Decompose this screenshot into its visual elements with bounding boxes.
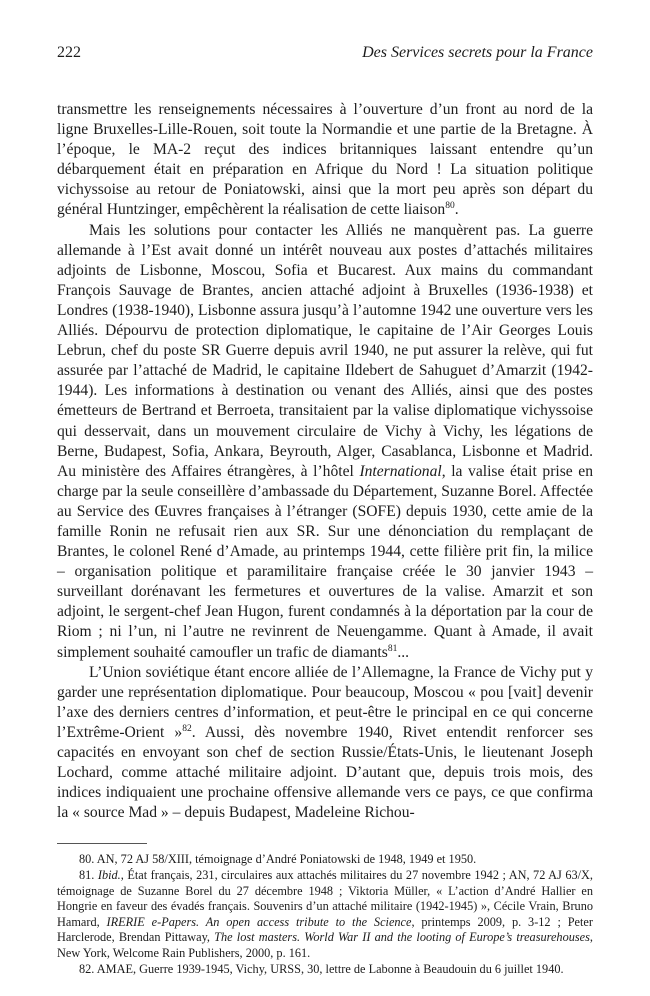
body-paragraph [57, 221, 593, 663]
text-run: 80. AN, 72 AJ 58/XIII, témoignage d’André Poniatowski de 1948, 1949 et 1950. [79, 852, 477, 867]
body-text [57, 100, 593, 823]
footnote-separator [57, 843, 147, 844]
footnote-ref: 80 [445, 201, 455, 212]
text-run: transmettre les renseignements nécessaires à l’ouverture d’un front au nord de la ligne Bruxelles-Lille-Rouen, soit toute la Normandie et une partie de la Bretagne. À l’époque, le MA-2 reçut des indices britanniques laissant entendre qu’un débarquement était en préparation en Afrique du Nord ! La situation politique vichyssoise au retour de Poniatowski, ainsi que la mort peu après son départ du général Huntzinger, empêchèrent la réalisation de cette liaison [57, 101, 593, 219]
running-header [57, 44, 593, 66]
text-run: ... [397, 643, 410, 661]
running-title: Des Services secrets pour la France [362, 44, 593, 61]
text-run: . [454, 201, 459, 219]
text-run: 82. AMAE, Guerre 1939-1945, Vichy, URSS, 30, lettre de Labonne à Beaudouin du 6 juillet 1940. [79, 961, 564, 976]
body-paragraph [57, 100, 593, 221]
text-run: . Aussi, dès novembre 1940, Rivet entendit renforcer ses capacités en envoyant son chef de section Russie/États-Unis, le lieutenant Joseph Lochard, comme attaché militaire adjoint. D’autant que, depuis trois mois, des indices indiquaient une prochaine offensive allemande vers ce pays, ce que confirma la « source Mad » – depuis Budapest, Madeleine Richou- [57, 723, 594, 822]
footnotes [57, 852, 593, 977]
footnote [57, 852, 593, 868]
body-paragraph [57, 663, 593, 824]
text-run: , la valise était prise en charge par la seule conseillère d’ambassade du Département, Suzanne Borel. Affectée au Service des Œuvres françaises à l’étranger (SOFE) depuis 1930, cette amie de la famille Ronin ne refusait rien aux SR. Sur une dénonciation du remplaçant de Brantes, le colonel René d’Amade, au printemps 1944, cette filière prit fin, la milice – organisation politique et paramilitaire française créée le 30 janvier 1943 – surveillant dorénavant les fermetures et ouvertures de la valise. Amarzit et son adjoint, le sergent-chef Jean Hugon, furent condamnés à la déportation par la cour de Riom ; ni l’un, ni l’autre ne revinrent de Neuengamme. Quant à Amade, il avait simplement souhaité camoufler un trafic de diamants [57, 462, 594, 661]
text-run: , État français, 231, circulaires aux attachés militaires du 27 novembre 1942 ; AN, 72 AJ 63/X, témoignage de Suzanne Borel du 27 décembre 1948 ; Viktoria Müller, « L’action d’André Hallier en Hongrie en faveur des évadés français. Souvenirs d’un attaché militaire (1942-1945) », Cécile Vrain, Bruno Hamard, [57, 867, 593, 929]
italic-text: IRERIE e-Papers. An open access tribute to the Science [106, 914, 412, 929]
footnote [57, 962, 593, 978]
book-page [57, 44, 593, 977]
italic-text: International [359, 462, 442, 480]
footnote [57, 868, 593, 962]
text-run: Mais les solutions pour contacter les Alliés ne manquèrent pas. La guerre allemande à l’Est avait donné un intérêt nouveau aux postes d’attachés militaires adjoints de Lisbonne, Moscou, Sofia et Bucarest. Aux mains du commandant François Sauvage de Brantes, ancien attaché adjoint à Bruxelles (1936-1938) et Londres (1938-1940), Lisbonne assura jusqu’à l’automne 1942 une ouverture vers les Alliés. Dépourvu de protection diplomatique, le capitaine de l’Air Georges Louis Lebrun, chef du poste SR Guerre depuis avril 1940, ne put assurer la relève, qui fut assurée par l’attaché de Madrid, le capitaine Ildebert de Sahuguet d’Amarzit (1942-1944). Les informations à destination ou venant des Alliés, ainsi que des postes émetteurs de Bertrand et Berroeta, transitaient par la valise diplomatique vichyssoise qui desservait, dans un mouvement circulaire de Vichy à Vichy, les légations de Berne, Budapest, Sofia, Ankara, Beyrouth, Alger, Casablanca, Lisbonne et Madrid. Au ministère des Affaires étrangères, à l’hôtel [57, 221, 593, 480]
text-run: L’Union soviétique étant encore alliée de l’Allemagne, la France de Vichy put y garder une représentation diplomatique. Pour beaucoup, Moscou « pou [vait] devenir l’axe des derniers centres d’information, et peut-être le principal en ce qui concerne l’Extrême-Orient » [57, 663, 593, 741]
text-run: , New York, Welcome Rain Publishers, 2000, p. 161. [57, 930, 593, 960]
italic-text: Ibid. [97, 867, 121, 882]
page-number: 222 [57, 44, 81, 61]
text-run: , printemps 2009, p. 3-12 ; Peter Harclerode, Brendan Pittaway, [57, 914, 593, 945]
footnote-ref: 81 [387, 643, 398, 654]
footnote-ref: 82 [182, 723, 192, 734]
italic-text: The lost masters. World War II and the looting of Europe’s treasurehouses [214, 930, 590, 945]
text-run: 81. [79, 867, 98, 882]
